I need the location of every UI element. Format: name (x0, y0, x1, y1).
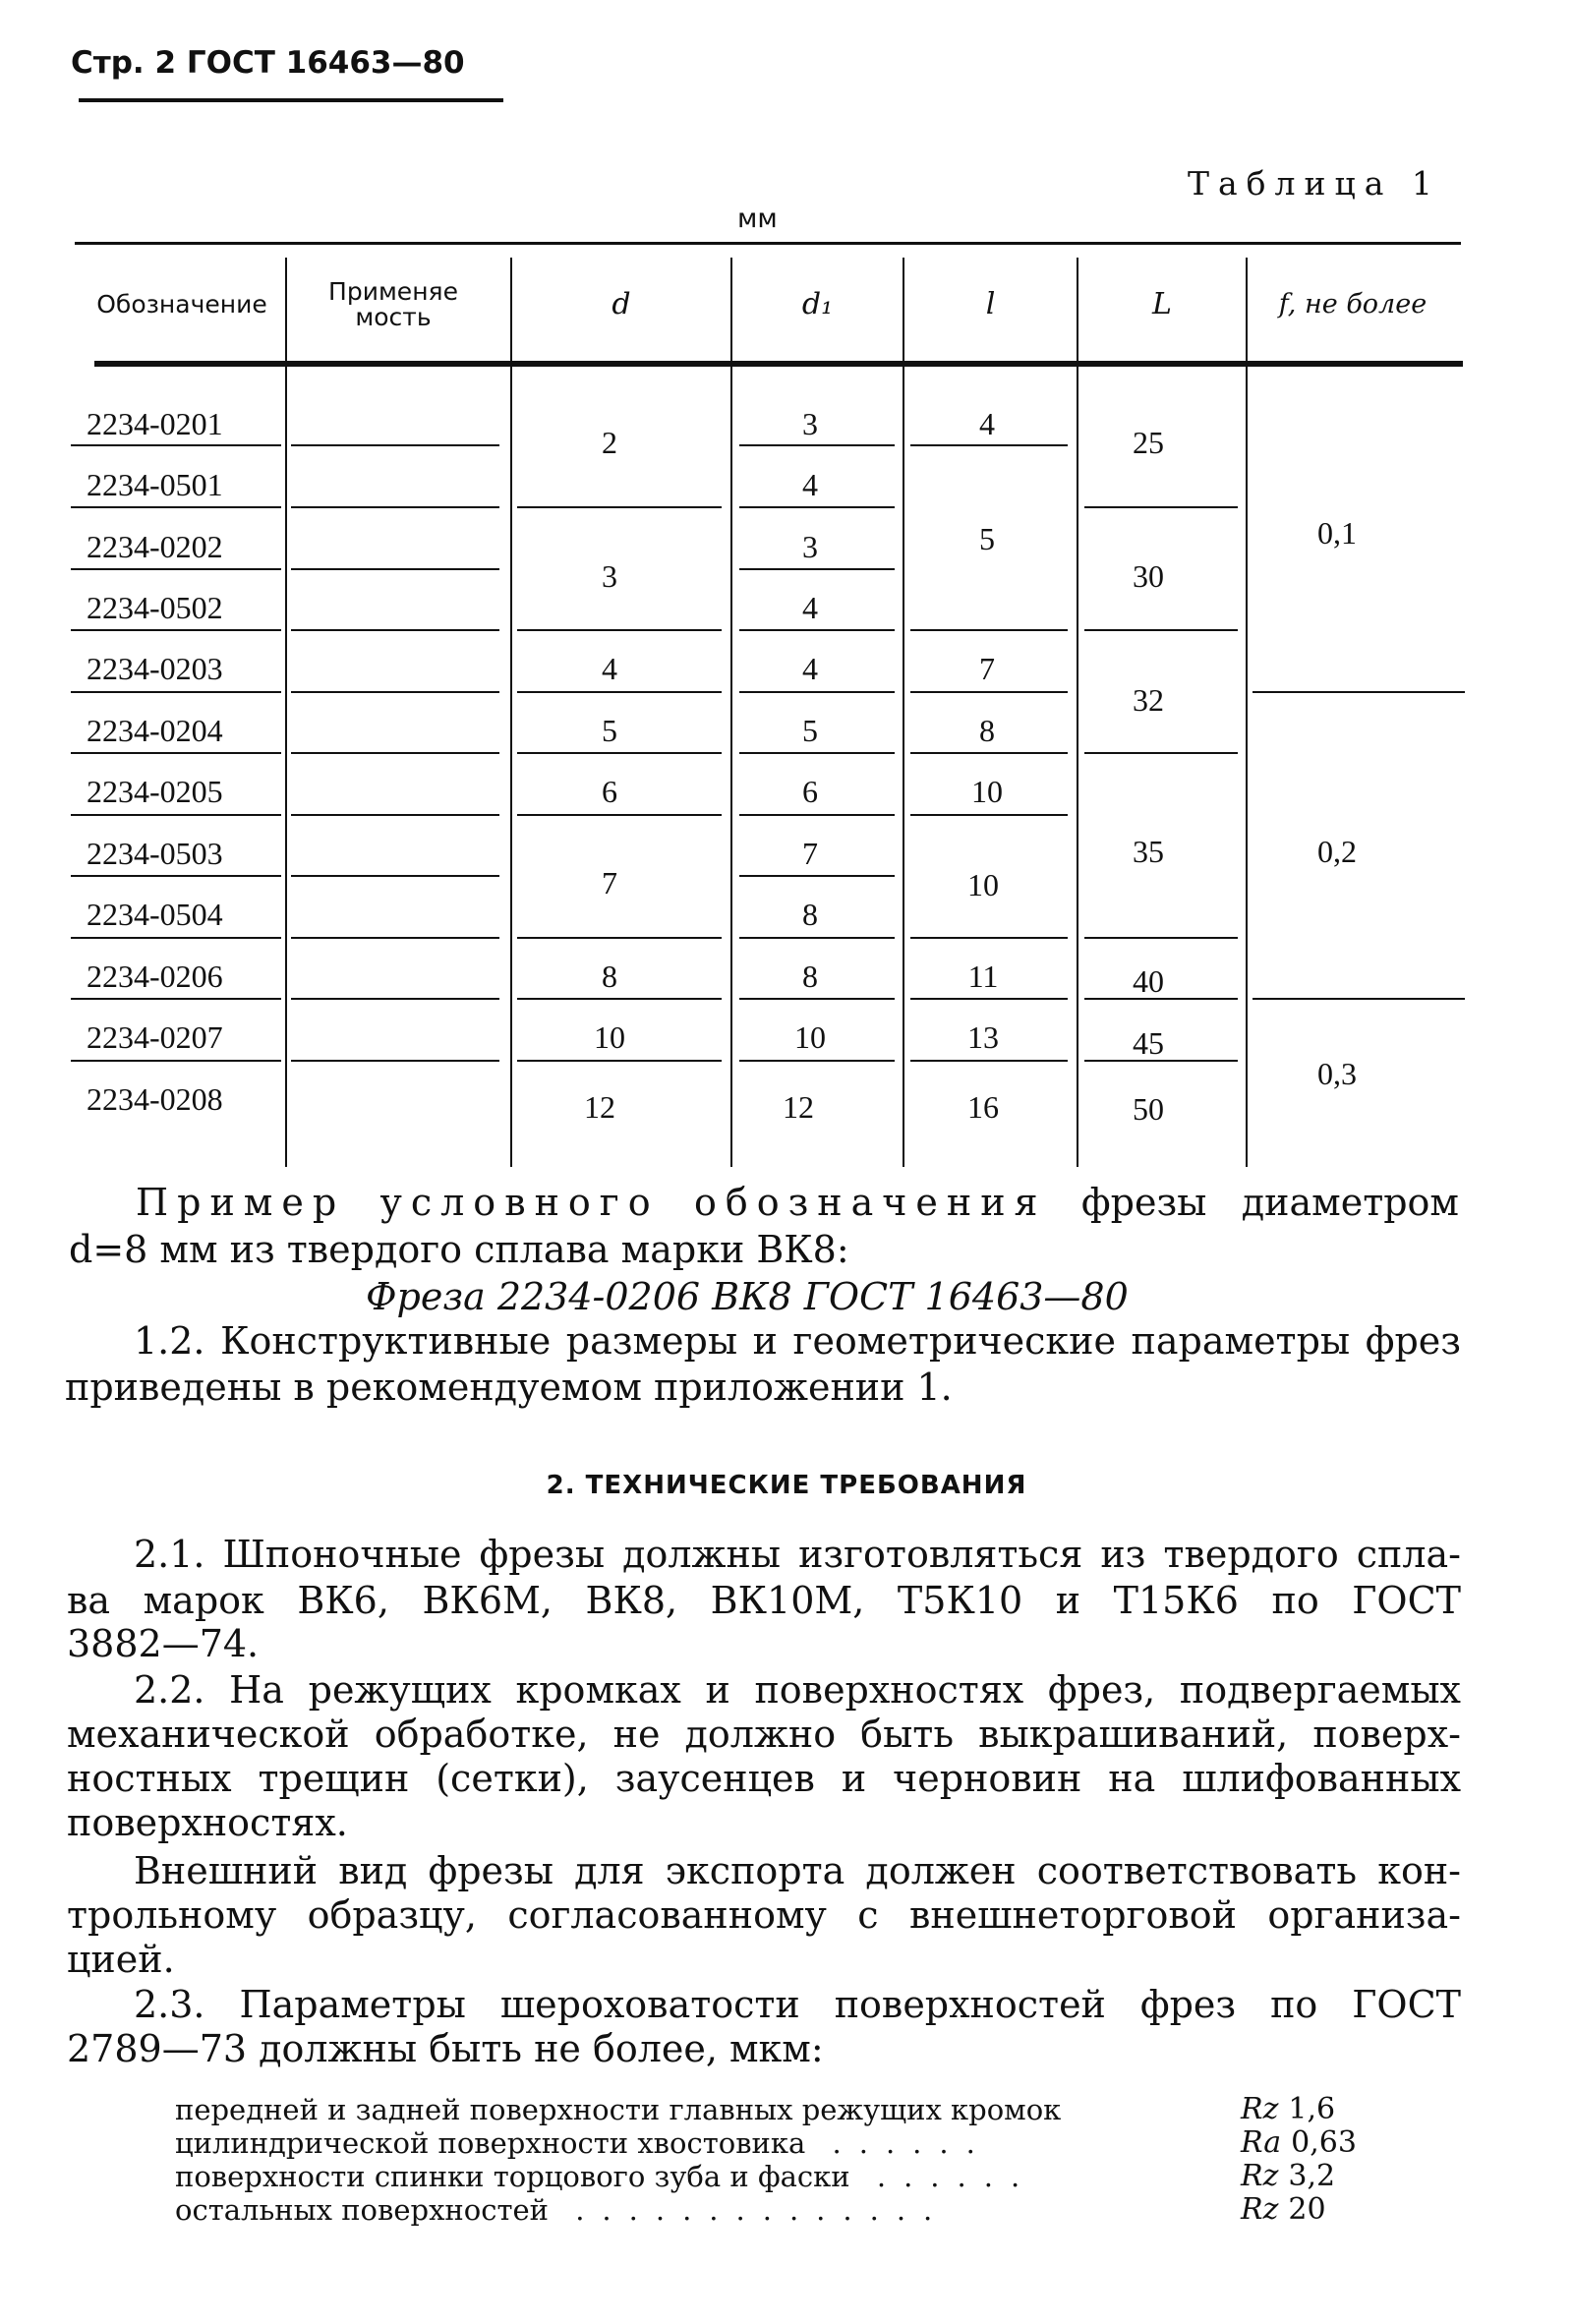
roughness-number: 3,2 (1288, 2159, 1336, 2193)
row-rule (517, 1060, 722, 1062)
cell-d1: 10 (794, 1019, 826, 1055)
cell-d1: 3 (802, 529, 818, 564)
cell-f: 0,1 (1317, 515, 1357, 551)
leader-dots: .............. (549, 2193, 951, 2227)
col-header-applicability: Применяемость (328, 277, 458, 331)
row-rule (739, 691, 895, 693)
row-rule (291, 875, 499, 877)
cell-l: 11 (967, 959, 999, 994)
row-rule (71, 814, 281, 816)
row-rule (71, 444, 281, 446)
row-rule (910, 752, 1068, 754)
row-rule (739, 752, 895, 754)
para-2-2b-line3: цией. (67, 1938, 175, 1981)
row-rule (739, 629, 895, 631)
row-rule (739, 506, 895, 508)
cell-d1: 4 (802, 467, 818, 502)
row-rule (1253, 998, 1465, 1000)
roughness-param: Rz (1241, 2092, 1279, 2126)
row-designation: 2234-0203 (87, 651, 223, 686)
roughness-number: 0,63 (1291, 2125, 1357, 2160)
roughness-label (175, 2194, 950, 2226)
example-word: обозначения (693, 1181, 1047, 1224)
cell-d1: 3 (802, 406, 818, 441)
para-2-2b-line1: Внешний вид фрезы для экспорта должен соответствовать кон- (134, 1849, 1461, 1892)
cell-d: 8 (602, 959, 617, 994)
col-header-l: l (985, 287, 996, 321)
example-line2: d=8 мм из твердого сплава марки ВК8: (69, 1228, 849, 1271)
para-2-1-line1: 2.1. Шпоночные фрезы должны изготовляться из твердого спла- (134, 1533, 1461, 1576)
row-rule (1084, 937, 1238, 939)
row-rule (739, 1060, 895, 1062)
row-designation: 2234-0501 (87, 467, 223, 502)
cell-d: 6 (602, 774, 617, 809)
col-divider (730, 258, 732, 1167)
row-rule (291, 752, 499, 754)
row-rule (291, 691, 499, 693)
para-2-2-line1: 2.2. На режущих кромках и поверхностях фрез, подвергаемых (134, 1668, 1461, 1712)
roughness-label-text: цилиндрической поверхности хвостовика (175, 2126, 806, 2160)
row-rule (910, 998, 1068, 1000)
cell-f: 0,3 (1317, 1056, 1357, 1091)
row-rule (291, 506, 499, 508)
roughness-value (1241, 2161, 1335, 2192)
table-top-rule (75, 242, 1461, 245)
row-rule (1084, 752, 1238, 754)
row-rule (1084, 629, 1238, 631)
row-rule (71, 875, 281, 877)
row-designation: 2234-0207 (87, 1019, 223, 1055)
cell-l: 10 (967, 867, 999, 902)
row-rule (517, 506, 722, 508)
row-rule (739, 998, 895, 1000)
roughness-param: Rz (1241, 2159, 1279, 2193)
row-designation: 2234-0206 (87, 959, 223, 994)
cell-d: 2 (602, 425, 617, 460)
row-rule (291, 1060, 499, 1062)
row-designation: 2234-0204 (87, 713, 223, 748)
row-designation: 2234-0503 (87, 836, 223, 871)
row-rule (1253, 691, 1465, 693)
cell-d1: 6 (802, 774, 818, 809)
row-rule (517, 691, 722, 693)
col-divider (285, 258, 287, 1167)
roughness-label (175, 2127, 993, 2159)
para-2-2-line4: поверхностях. (67, 1801, 348, 1844)
cell-d1: 4 (802, 651, 818, 686)
row-rule (71, 568, 281, 570)
row-rule (71, 691, 281, 693)
cell-l: 13 (967, 1019, 999, 1055)
page-header: Стр. 2 ГОСТ 16463—80 (71, 45, 465, 81)
cell-l: 8 (979, 713, 995, 748)
cell-l: 10 (971, 774, 1003, 809)
row-rule (910, 444, 1068, 446)
roughness-label: передней и задней поверхности главных режущих кромок (175, 2093, 1062, 2126)
row-designation: 2234-0504 (87, 897, 223, 932)
row-rule (910, 629, 1068, 631)
header-rule (79, 98, 503, 102)
cell-d: 10 (594, 1019, 625, 1055)
para-2-2b-line2: трольному образцу, согласованному с внешнеторговой организа- (67, 1893, 1461, 1937)
para-2-1-line2: ва марок ВК6, ВК6М, ВК8, ВК10М, Т5К10 и Т15К6 по ГОСТ (67, 1579, 1461, 1622)
table-header-rule (94, 361, 1463, 367)
row-rule (71, 506, 281, 508)
roughness-param: Rz (1241, 2192, 1279, 2227)
para-2-3-line2: 2789—73 должны быть не более, мкм: (67, 2027, 824, 2070)
cell-d: 3 (602, 558, 617, 594)
row-rule (291, 629, 499, 631)
row-rule (517, 937, 722, 939)
roughness-value (1241, 2194, 1326, 2226)
row-rule (910, 814, 1068, 816)
cell-l: 7 (979, 651, 995, 686)
cell-L: 50 (1133, 1091, 1164, 1127)
section-title: 2. ТЕХНИЧЕСКИЕ ТРЕБОВАНИЯ (546, 1471, 1027, 1500)
roughness-label (175, 2161, 1037, 2192)
row-rule (739, 568, 895, 570)
example-word: фрезы (1080, 1181, 1207, 1224)
row-designation: 2234-0202 (87, 529, 223, 564)
row-rule (71, 752, 281, 754)
col-header-L: L (1152, 287, 1172, 321)
roughness-value (1241, 2094, 1335, 2125)
para-2-2-line3: ностных трещин (сетки), заусенцев и черновин на шлифованных (67, 1757, 1461, 1800)
col-header-f: f, не более (1278, 289, 1427, 320)
row-rule (291, 937, 499, 939)
cell-L: 40 (1133, 963, 1164, 999)
row-designation: 2234-0205 (87, 774, 223, 809)
cell-d: 4 (602, 651, 617, 686)
cell-L: 45 (1133, 1025, 1164, 1061)
row-rule (517, 998, 722, 1000)
row-rule (71, 937, 281, 939)
row-rule (739, 814, 895, 816)
row-rule (1084, 506, 1238, 508)
row-rule (291, 568, 499, 570)
row-rule (517, 814, 722, 816)
row-rule (291, 998, 499, 1000)
leader-dots: ...... (805, 2126, 993, 2160)
example-word: Пример (136, 1181, 346, 1224)
row-rule (910, 937, 1068, 939)
row-rule (910, 1060, 1068, 1062)
cell-d1: 8 (802, 897, 818, 932)
row-rule (739, 875, 895, 877)
cell-d: 12 (584, 1089, 615, 1125)
example-designation: Фреза 2234-0206 ВК8 ГОСТ 16463—80 (366, 1275, 1129, 1318)
col-divider (1077, 258, 1078, 1167)
row-designation: 2234-0502 (87, 590, 223, 625)
cell-l: 4 (979, 406, 995, 441)
row-rule (71, 1060, 281, 1062)
cell-L: 25 (1133, 425, 1164, 460)
row-rule (517, 752, 722, 754)
cell-d1: 4 (802, 590, 818, 625)
cell-L: 35 (1133, 834, 1164, 869)
para-2-3-line1: 2.3. Параметры шероховатости поверхностей фрез по ГОСТ (134, 1983, 1461, 2026)
table-units: мм (737, 203, 778, 234)
cell-L: 30 (1133, 558, 1164, 594)
roughness-value (1241, 2127, 1357, 2159)
para-2-2-line2: механической обработке, не должно быть выкрашиваний, поверх- (67, 1713, 1461, 1756)
col-header-designation: Обозначение (96, 290, 267, 319)
roughness-label-text: поверхности спинки торцового зуба и фаски (175, 2160, 850, 2193)
col-divider (510, 258, 512, 1167)
example-word: условного (379, 1181, 660, 1224)
cell-l: 16 (967, 1089, 999, 1125)
table-label: Таблица 1 (1188, 164, 1441, 203)
cell-d: 5 (602, 713, 617, 748)
col-header-d: d (612, 287, 631, 321)
example-intro (136, 1180, 1459, 1225)
leader-dots: ...... (849, 2160, 1038, 2193)
cell-d1: 7 (802, 836, 818, 871)
col-divider (903, 258, 904, 1167)
row-rule (71, 998, 281, 1000)
row-rule (71, 629, 281, 631)
cell-d1: 12 (783, 1089, 814, 1125)
cell-d1: 5 (802, 713, 818, 748)
col-divider (1246, 258, 1248, 1167)
row-designation: 2234-0201 (87, 406, 223, 441)
roughness-param: Ra (1241, 2125, 1282, 2160)
cell-f: 0,2 (1317, 834, 1357, 869)
roughness-number: 1,6 (1288, 2092, 1336, 2126)
cell-d1: 8 (802, 959, 818, 994)
cell-l: 5 (979, 521, 995, 556)
row-rule (739, 937, 895, 939)
roughness-label-text: остальных поверхностей (175, 2193, 549, 2227)
para-2-1-line3: 3882—74. (67, 1622, 260, 1665)
row-rule (291, 444, 499, 446)
para-1-2-line1: 1.2. Конструктивные размеры и геометрические параметры фрез (134, 1319, 1461, 1363)
cell-d: 7 (602, 865, 617, 901)
para-1-2-line2: приведены в рекомендуемом приложении 1. (65, 1365, 953, 1409)
row-rule (739, 444, 895, 446)
example-word: диаметром (1241, 1181, 1459, 1224)
roughness-number: 20 (1288, 2192, 1326, 2227)
row-designation: 2234-0208 (87, 1081, 223, 1117)
row-rule (517, 629, 722, 631)
cell-L: 32 (1133, 682, 1164, 718)
col-header-d1: d₁ (801, 287, 834, 321)
row-rule (291, 814, 499, 816)
row-rule (910, 691, 1068, 693)
